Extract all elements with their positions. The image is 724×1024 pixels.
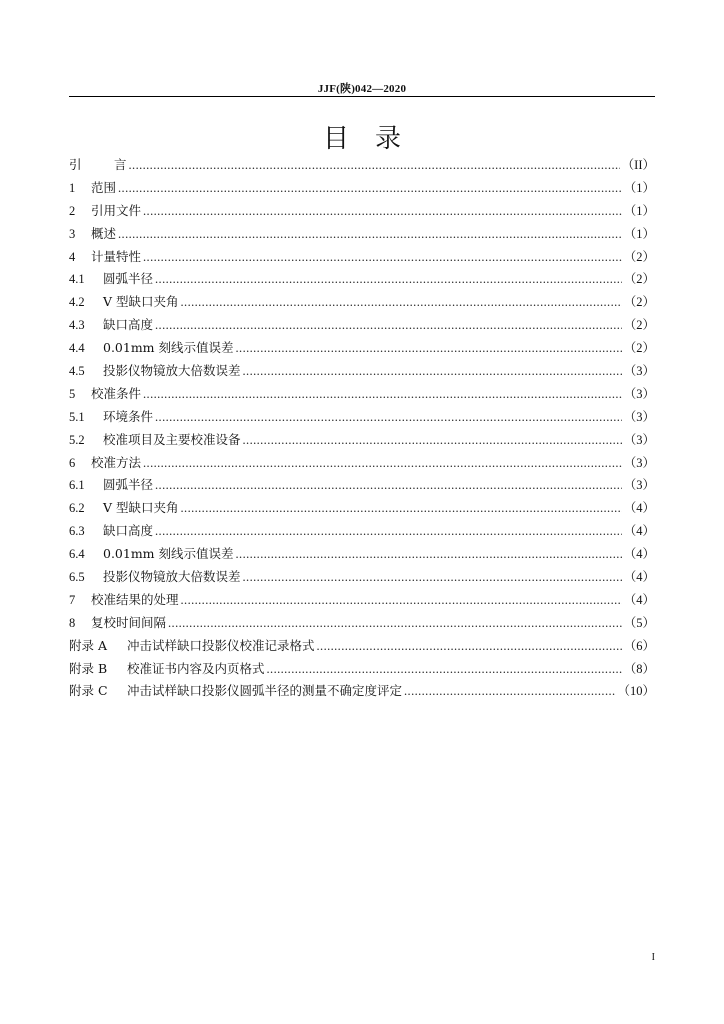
toc-entry-page: （3） <box>623 478 655 493</box>
toc-leader-dots <box>236 341 622 356</box>
toc-entry-number: 7 <box>69 592 76 607</box>
toc-entry-page: （5） <box>623 615 655 630</box>
toc-entry-page: （1） <box>623 180 655 195</box>
toc-entry-number: 6.1 <box>69 478 85 493</box>
toc-entry-page: （4） <box>623 547 655 562</box>
toc-leader-dots <box>181 295 622 310</box>
toc-list <box>69 155 655 704</box>
toc-entry-label: 校准结果的处理 <box>91 591 179 607</box>
page-number: I <box>651 952 655 963</box>
toc-leader-dots <box>143 387 622 402</box>
toc-entry-page: （2） <box>623 318 655 333</box>
toc-entry-number: 附录 B <box>69 660 108 676</box>
header-rule <box>69 96 655 97</box>
toc-entry-label: 0.01mm 刻线示值误差 <box>103 340 234 356</box>
toc-entry-page: （4） <box>623 524 655 539</box>
toc-leader-dots <box>143 250 622 265</box>
toc-entry-page: （3） <box>623 455 655 470</box>
toc-entry[interactable] <box>69 338 655 361</box>
toc-entry-label: V 型缺口夹角 <box>103 500 179 516</box>
toc-entry-page: （1） <box>623 226 655 241</box>
toc-entry-appendix[interactable] <box>69 636 655 659</box>
toc-leader-dots <box>155 478 622 493</box>
toc-entry-number: 5.1 <box>69 409 85 424</box>
toc-entry-number: 附录 C <box>69 683 108 699</box>
toc-entry-label: 缺口高度 <box>103 523 154 539</box>
toc-leader-dots <box>181 501 622 516</box>
toc-entry[interactable] <box>69 361 655 384</box>
toc-entry-page: （3） <box>623 409 655 424</box>
toc-entry-number: 6.3 <box>69 524 85 539</box>
toc-entry-number: 4.1 <box>69 272 85 287</box>
document-code: JJF(陕)042—2020 <box>317 83 407 95</box>
toc-entry-number: 8 <box>69 615 76 630</box>
toc-leader-dots <box>243 570 622 585</box>
toc-entry[interactable] <box>69 590 655 613</box>
toc-entry-label: 计量特性 <box>91 248 142 264</box>
toc-leader-dots <box>181 593 622 608</box>
toc-entry[interactable] <box>69 247 655 270</box>
toc-entry-number: 3 <box>69 226 76 241</box>
toc-leader-dots <box>155 410 622 425</box>
toc-entry-label: 投影仪物镜放大倍数误差 <box>103 363 241 379</box>
toc-entry-label: 投影仪物镜放大倍数误差 <box>103 569 241 585</box>
toc-entry[interactable] <box>69 178 655 201</box>
toc-leader-dots <box>168 616 622 631</box>
toc-entry-page: （3） <box>623 386 655 401</box>
toc-entry-page: （2） <box>623 341 655 356</box>
toc-entry-page: （8） <box>623 661 655 676</box>
toc-entry-page: （6） <box>623 638 655 653</box>
toc-leader-dots <box>155 272 622 287</box>
toc-entry-page: （4） <box>623 592 655 607</box>
toc-entry-label: 冲击试样缺口投影仪校准记录格式 <box>127 637 315 653</box>
toc-entry[interactable] <box>69 224 655 247</box>
toc-entry-number: 5 <box>69 386 76 401</box>
toc-entry[interactable] <box>69 315 655 338</box>
toc-entry-page: （1） <box>623 203 655 218</box>
toc-entry[interactable] <box>69 292 655 315</box>
toc-entry-number: 1 <box>69 180 76 195</box>
toc-entry[interactable] <box>69 453 655 476</box>
toc-entry-label: 环境条件 <box>103 408 154 424</box>
toc-entry-page: （2） <box>623 272 655 287</box>
toc-entry-number: 6.4 <box>69 547 85 562</box>
toc-entry-number: 4.2 <box>69 295 85 310</box>
toc-entry[interactable] <box>69 544 655 567</box>
toc-entry-page: （II） <box>621 158 655 172</box>
toc-entry-number: 6 <box>69 455 76 470</box>
toc-leader-dots <box>317 639 622 654</box>
toc-entry-label: 范围 <box>91 179 117 195</box>
toc-entry-label: 缺口高度 <box>103 317 154 333</box>
toc-entry-appendix[interactable] <box>69 659 655 682</box>
toc-entry[interactable] <box>69 384 655 407</box>
toc-entry-page: （3） <box>623 364 655 379</box>
toc-entry-page: （2） <box>623 249 655 264</box>
toc-entry[interactable] <box>69 430 655 453</box>
toc-entry-label: 冲击试样缺口投影仪圆弧半径的测量不确定度评定 <box>127 683 403 699</box>
toc-entry[interactable] <box>69 475 655 498</box>
toc-entry-number: 6.5 <box>69 570 85 585</box>
toc-entry[interactable] <box>69 201 655 224</box>
toc-leader-dots <box>243 433 622 448</box>
toc-entry[interactable] <box>69 567 655 590</box>
toc-entry-number: 4.4 <box>69 341 85 356</box>
toc-title: 目录 <box>322 124 427 154</box>
toc-entry-number: 6.2 <box>69 501 85 516</box>
toc-entry[interactable] <box>69 521 655 544</box>
toc-entry-appendix[interactable] <box>69 681 655 704</box>
toc-entry-label: V 型缺口夹角 <box>103 294 179 310</box>
toc-leader-dots <box>155 524 622 539</box>
toc-entry-number: 4.5 <box>69 364 85 379</box>
toc-entry-label: 概述 <box>91 225 117 241</box>
toc-leader-dots <box>143 456 622 471</box>
toc-entry-label: 校准条件 <box>91 385 142 401</box>
toc-entry-page: （4） <box>623 570 655 585</box>
toc-entry-page: （3） <box>623 432 655 447</box>
toc-entry[interactable] <box>69 498 655 521</box>
toc-entry[interactable] <box>69 407 655 430</box>
toc-entry-number: 引 <box>69 157 82 172</box>
toc-leader-dots <box>129 158 620 173</box>
toc-entry[interactable] <box>69 269 655 292</box>
toc-entry-label: 复校时间间隔 <box>91 614 167 630</box>
toc-leader-dots <box>143 204 622 219</box>
toc-entry-label: 0.01mm 刻线示值误差 <box>103 546 234 562</box>
toc-entry-number: 4.3 <box>69 318 85 333</box>
toc-entry-page: （4） <box>623 501 655 516</box>
toc-entry-label: 圆弧半径 <box>103 271 154 287</box>
toc-entry-label: 校准项目及主要校准设备 <box>103 431 241 447</box>
toc-leader-dots <box>236 547 622 562</box>
toc-entry-label: 引用文件 <box>91 202 142 218</box>
toc-leader-dots <box>404 684 615 699</box>
toc-entry-label: 言 <box>114 157 127 172</box>
toc-leader-dots <box>118 227 622 242</box>
toc-entry-label: 校准证书内容及内页格式 <box>127 660 265 676</box>
toc-entry-page: （10） <box>617 684 655 699</box>
toc-entry-page: （2） <box>623 295 655 310</box>
toc-entry-label: 校准方法 <box>91 454 142 470</box>
toc-entry-number: 2 <box>69 203 76 218</box>
toc-entry-number: 5.2 <box>69 432 85 447</box>
toc-leader-dots <box>243 364 622 379</box>
toc-leader-dots <box>118 181 622 196</box>
toc-leader-dots <box>267 662 622 677</box>
toc-entry[interactable] <box>69 613 655 636</box>
toc-entry[interactable] <box>69 155 655 178</box>
toc-entry-label: 圆弧半径 <box>103 477 154 493</box>
toc-leader-dots <box>155 318 622 333</box>
toc-entry-number: 4 <box>69 249 76 264</box>
toc-entry-number: 附录 A <box>69 637 108 653</box>
